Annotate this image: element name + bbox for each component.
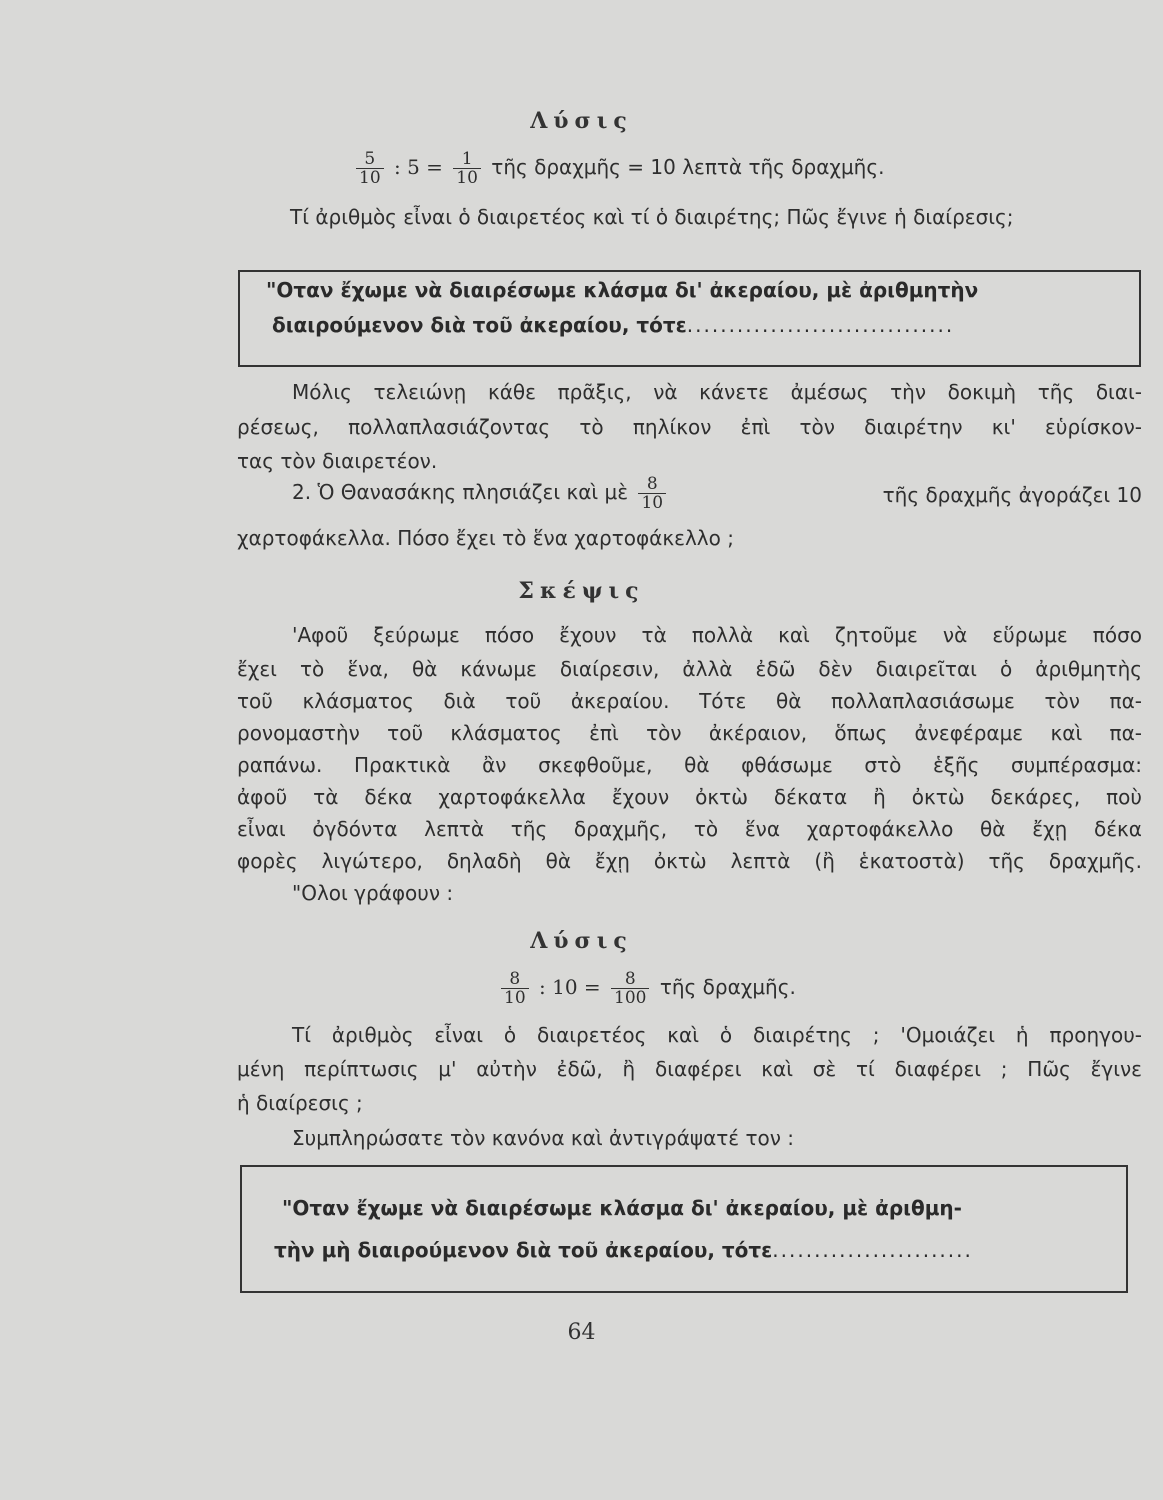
- problem-2-line-1: 2. Ὁ Θανασάκης πλησιάζει καὶ μὲ $\frac{8}{10}$ τῆς δραχμῆς ἀγοράζει 10: [292, 474, 1142, 513]
- rule-box-2: [240, 1165, 1128, 1293]
- paragraph-2-line-4: ρονομαστὴν τοῦ κλάσματος ἐπὶ τὸν ἀκέραιον, ὅπως ἀνεφέραμε καὶ πα-: [237, 721, 1142, 745]
- fraction-8-10-b: $\frac{8}{10}$: [501, 970, 529, 1007]
- fraction-1-10: $\frac{1}{10}$: [453, 150, 481, 187]
- paragraph-1-line-1: Μόλις τελειώνῃ κάθε πρᾶξις, νὰ κάνετε ἀμέσως τὴν δοκιμὴ τῆς διαι-: [292, 380, 1142, 404]
- heading-solution-1: Λύσις: [530, 108, 633, 134]
- rule-1-line-1: "Οταν ἔχωμε νὰ διαιρέσωμε κλάσμα δι' ἀκεραίου, μὲ ἀριθμητὴν: [266, 278, 979, 302]
- rule-2-line-2: τὴν μὴ διαιρούμενον διὰ τοῦ ἀκεραίου, τότε........................: [274, 1238, 973, 1262]
- fraction-8-100: $\frac{8}{100}$: [611, 970, 649, 1007]
- paragraph-2-line-8: φορὲς λιγώτερο, δηλαδὴ θὰ ἔχῃ ὀκτὼ λεπτὰ (ἢ ἑκατοστὰ) τῆς δραχμῆς.: [237, 849, 1142, 873]
- paragraph-2-line-7: εἶναι ὀγδόντα λεπτὰ τῆς δραχμῆς, τὸ ἕνα χαρτοφάκελλο θὰ ἔχῃ δέκα: [237, 817, 1142, 841]
- instruction: Συμπληρώσατε τὸν κανόνα καὶ ἀντιγράψατέ τον :: [292, 1126, 795, 1150]
- paragraph-2-line-2: ἔχει τὸ ἕνα, θὰ κάνωμε διαίρεσιν, ἀλλὰ ἐδῶ δὲν διαιρεῖται ὁ ἀριθμητὴς: [237, 657, 1142, 681]
- page-number: 64: [567, 1320, 596, 1345]
- paragraph-2-line-1: 'Αφοῦ ξεύρωμε πόσο ἔχουν τὰ πολλὰ καὶ ζητοῦμε νὰ εὕρωμε πόσο: [292, 623, 1142, 647]
- paragraph-3-line-2: μένη περίπτωσις μ' αὐτὴν ἐδῶ, ἢ διαφέρει καὶ σὲ τί διαφέρει ; Πῶς ἔγινε: [237, 1057, 1142, 1081]
- problem-2-line-2: χαρτοφάκελλα. Πόσο ἔχει τὸ ἕνα χαρτοφάκελλο ;: [237, 526, 734, 550]
- paragraph-1-line-2: ρέσεως, πολλαπλασιάζοντας τὸ πηλίκον ἐπὶ τὸν διαιρέτην κι' εὑρίσκον-: [237, 415, 1142, 439]
- paragraph-2-line-6: ἀφοῦ τὰ δέκα χαρτοφάκελλα ἔχουν ὀκτὼ δέκατα ἢ ὀκτὼ δεκάρες, ποὺ: [237, 785, 1142, 809]
- rule-box-1: [238, 270, 1141, 367]
- paragraph-3-line-3: ἡ διαίρεσις ;: [237, 1091, 363, 1115]
- paragraph-3-line-1: Τί ἀριθμὸς εἶναι ὁ διαιρετέος καὶ ὁ διαιρέτης ; 'Ομοιάζει ἡ προηγου-: [292, 1023, 1142, 1047]
- rule-1-line-2: διαιρούμενον διὰ τοῦ ἀκεραίου, τότε................................: [272, 313, 955, 337]
- rule-1-blank: ................................: [686, 313, 955, 337]
- fraction-8-10: $\frac{8}{10}$: [638, 475, 666, 512]
- heading-thinking: Σκέψις: [518, 578, 645, 604]
- equation-1: $\frac{5}{10}$ : 5 = $\frac{1}{10}$ τῆς δραχμῆς = 10 λεπτὰ τῆς δραχμῆς.: [352, 150, 884, 187]
- paragraph-1-line-3: τας τὸν διαιρετέον.: [237, 449, 438, 473]
- paragraph-2-line-9: "Ολοι γράφουν :: [292, 881, 454, 905]
- paragraph-2-line-5: ραπάνω. Πρακτικὰ ἂν σκεφθοῦμε, θὰ φθάσωμε στὸ ἑξῆς συμπέρασμα:: [237, 753, 1142, 777]
- rule-2-line-1: "Οταν ἔχωμε νὰ διαιρέσωμε κλάσμα δι' ἀκεραίου, μὲ ἀριθμη-: [282, 1196, 962, 1220]
- fraction-5-10: $\frac{5}{10}$: [356, 150, 384, 187]
- rule-2-blank: ........................: [772, 1238, 973, 1262]
- equation-2: $\frac{8}{10}$ : 10 = $\frac{8}{100}$ τῆς δραχμῆς.: [497, 970, 796, 1007]
- heading-solution-2: Λύσις: [530, 928, 633, 954]
- question-1: Τί ἀριθμὸς εἶναι ὁ διαιρετέος καὶ τί ὁ διαιρέτης; Πῶς ἔγινε ἡ διαίρεσις;: [290, 205, 1014, 229]
- paragraph-2-line-3: τοῦ κλάσματος διὰ τοῦ ἀκεραίου. Τότε θὰ πολλαπλασιάσωμε τὸν πα-: [237, 689, 1142, 713]
